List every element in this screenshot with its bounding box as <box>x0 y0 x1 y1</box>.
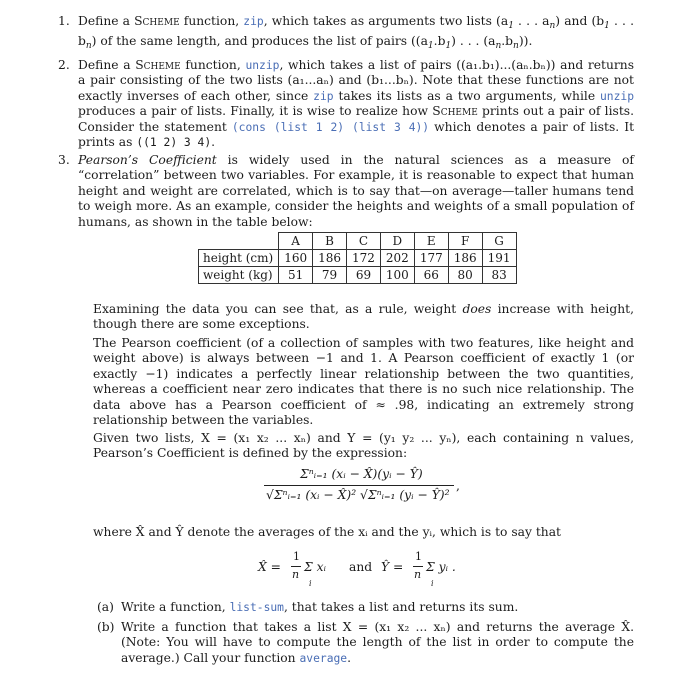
table-cell: 69 <box>347 267 381 284</box>
table-cell: 172 <box>347 250 381 267</box>
item-label: (a) <box>97 600 114 614</box>
table-cell: 202 <box>380 250 414 267</box>
table-cell: 66 <box>414 267 448 284</box>
table-cell: 186 <box>448 250 482 267</box>
item-a: (a) Write a function, list-sum, that takes a list and returns its sum. <box>97 600 519 614</box>
formula-comma: , <box>456 479 460 493</box>
frac-numerator: 1 <box>293 550 300 563</box>
table-header-row <box>199 233 517 250</box>
table-cell: 186 <box>313 250 347 267</box>
examining-paragraph: Examining the data you can see that, as a rule, weight does increase with height, though there are some exceptions. <box>93 302 634 332</box>
avg-y-lhs: Ŷ = <box>381 560 404 574</box>
cons-code: (cons (list 1 2) (list 3 4)) <box>231 120 430 134</box>
column-header: E <box>414 233 448 250</box>
table-cell: 160 <box>279 250 313 267</box>
item-label: (b) <box>97 620 115 634</box>
zip-code: zip <box>313 89 334 103</box>
column-header: B <box>313 233 347 250</box>
problem-3-text: Pearson’s Coefficient is widely used in the natural sciences as a measure of “correlation” between two variables. For example, it is reasonable to expect that human height and weight are correlated, which is to say that—on average—taller humans tend to weigh more. As an example, consider the heights and weights of a small population of humans, as shown in the table below: <box>78 153 634 229</box>
sum-index: i <box>309 579 312 588</box>
formula-numerator: Σⁿᵢ₌₁ (xᵢ − X̂)(yᵢ − Ŷ) <box>300 467 423 481</box>
problem-3 <box>58 153 634 230</box>
list-sum-code: list-sum <box>229 601 284 614</box>
problem-number: 3. <box>58 153 70 167</box>
column-header: G <box>482 233 516 250</box>
column-header: C <box>347 233 381 250</box>
pearson-definition-paragraph: The Pearson coefficient (of a collection of samples with two features, like height and weight above) is always between −1 and 1. A Pearson coefficient of exactly 1 (or exactly −1) indicates a perfectly linear relationship between the two quantities, whereas a coefficient near zero indicates that there is no such nice relationship. The data above has a Pearson coefficient of ≈ .98, indicating an extremely strong relationship between the variables. <box>93 336 634 428</box>
column-header: A <box>279 233 313 250</box>
row-label: weight (kg) <box>199 267 279 284</box>
frac-numerator: 1 <box>415 550 422 563</box>
problem-1 <box>58 14 635 55</box>
printed-pair-code: ((1 2) 3 4) <box>136 136 212 150</box>
column-header: D <box>380 233 414 250</box>
table-corner <box>199 233 279 250</box>
height-weight-table <box>198 232 517 284</box>
avg-y-sum: Σ yᵢ . <box>426 560 456 574</box>
and-word: and <box>349 560 373 574</box>
table-row-weight <box>199 267 517 284</box>
table-cell: 80 <box>448 267 482 284</box>
problem-2 <box>58 58 635 150</box>
problem-number: 2. <box>58 58 70 72</box>
zip-code: zip <box>243 15 264 28</box>
table-cell: 79 <box>313 267 347 284</box>
sum-index: i <box>431 579 434 588</box>
column-header: F <box>448 233 482 250</box>
table-row-height <box>199 250 517 267</box>
table-cell: 100 <box>380 267 414 284</box>
problem-1-text: Define a Scheme function, zip, which takes as arguments two lists ($a_1$ . . . $a_n$) and ($b_1$ . . . $b_n$) of the same length, and produces the list of pairs ($(a_1.b_1)$ . . . $(a_n.b_n)$). <box>78 14 635 52</box>
problem-2-text: Define a Scheme function, unzip, which takes a list of pairs ((a₁.b₁)...(aₙ.bₙ)) and returns a pair consisting of the two lists (a₁...aₙ) and (b₁...bₙ). Note that these functions are not exactly inverses of each other, since zip takes its lists as a two arguments, while unzip produces a pair of lists. Finally, it is wise to realize how Scheme prints out a pair of lists. Consider the statement (cons (list 1 2) (list 3 4)) which denotes a pair of lists. It prints as ((1 2) 3 4). <box>78 58 635 150</box>
avg-x-lhs: X̂ = <box>258 560 281 574</box>
given-lists-paragraph: Given two lists, X = (x₁ x₂ ... xₙ) and Y = (y₁ y₂ ... yₙ), each containing n values, Pearson’s Coefficient is defined by the expression: <box>93 431 634 461</box>
item-b: (b) Write a function that takes a list X = (x₁ x₂ ... xₙ) and returns the average X̂. (Note: You will have to compute the length of the list in order to compute the average.) Call your function average. <box>97 620 634 665</box>
where-paragraph: where X̂ and Ŷ denote the averages of the xᵢ and the yᵢ, which is to say that <box>93 525 561 539</box>
frac-denominator: n <box>414 568 422 581</box>
table-cell: 191 <box>482 250 516 267</box>
table-cell: 51 <box>279 267 313 284</box>
formula-denominator: √Σⁿᵢ₌₁ (xᵢ − X̂)² √Σⁿᵢ₌₁ (yᵢ − Ŷ)² <box>266 488 450 502</box>
table-cell: 177 <box>414 250 448 267</box>
fraction-bar <box>264 485 454 486</box>
problem-number: 1. <box>58 14 70 28</box>
unzip-code: unzip <box>245 59 280 72</box>
row-label: height (cm) <box>199 250 279 267</box>
table-cell: 83 <box>482 267 516 284</box>
frac-denominator: n <box>292 568 300 581</box>
unzip-code: unzip <box>600 89 635 103</box>
average-code: average <box>299 651 348 665</box>
avg-x-sum: Σ xᵢ <box>304 560 327 574</box>
